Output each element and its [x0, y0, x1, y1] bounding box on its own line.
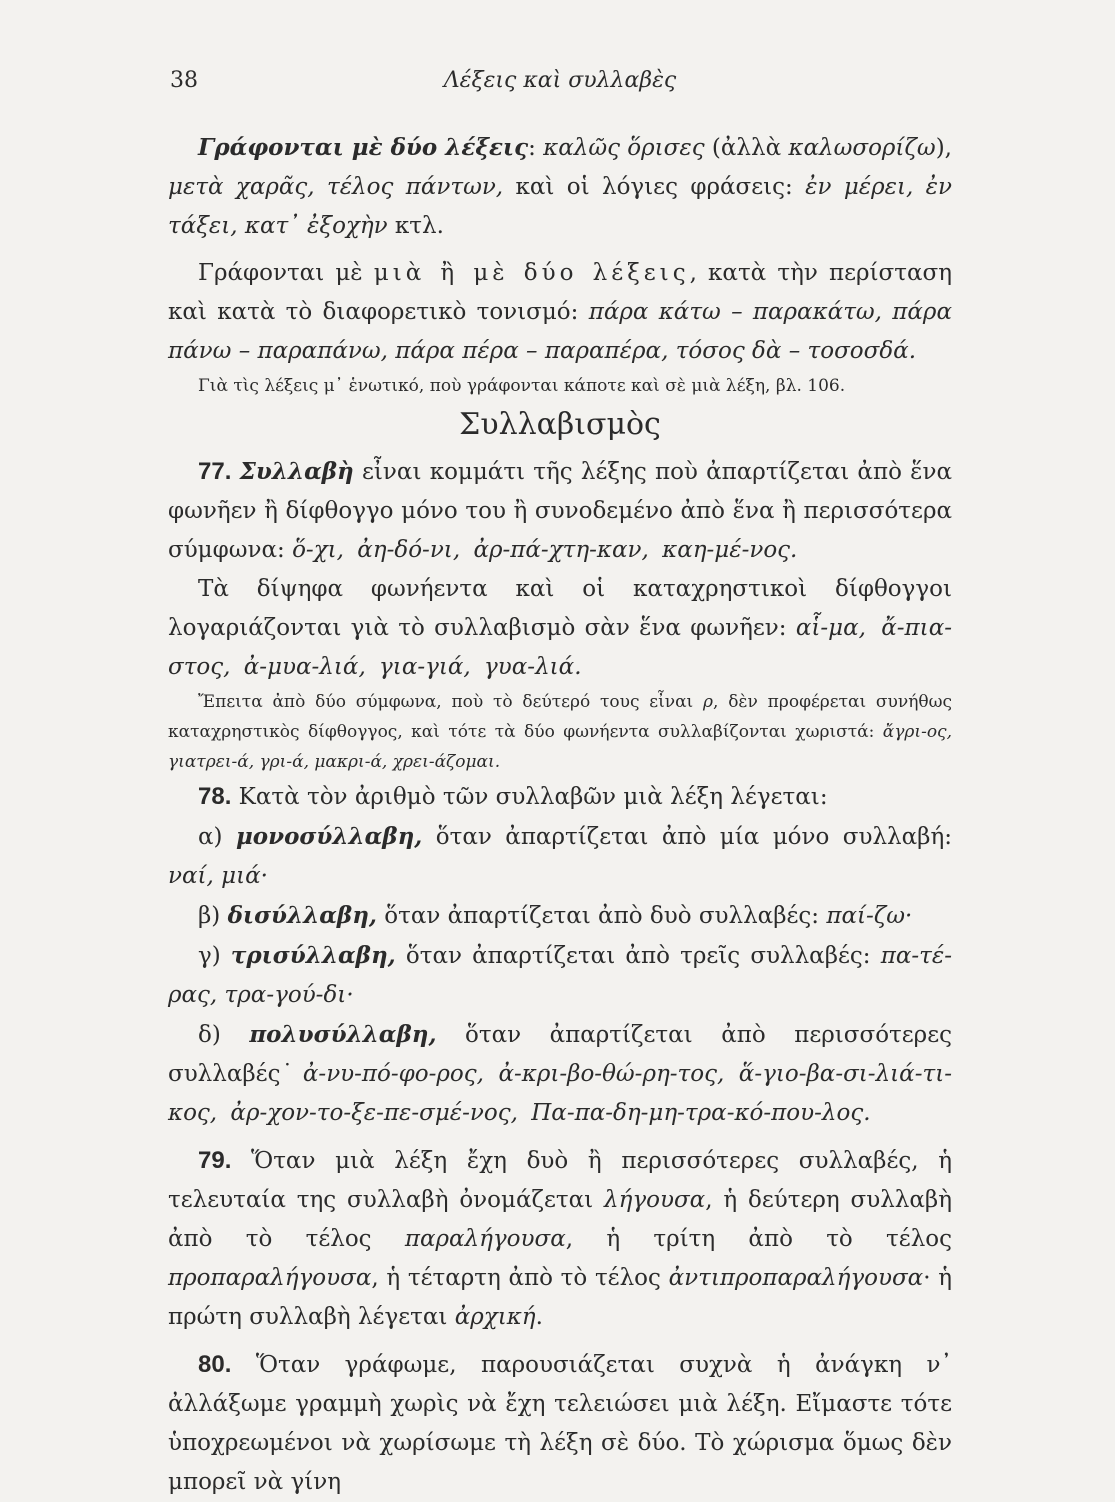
- defined-term: δισύλλαβη,: [227, 902, 377, 929]
- example-words: πάρα κάτω – παρακάτω, πάρα πάνω – παραπάνω, πάρα πέρα – παραπέρα, τόσος δὰ – τοσοσδά.: [168, 299, 952, 364]
- section-80: 80. Ὅταν γράφωμε, παρουσιάζεται συχνὰ ἡ ἀνάγκη ν᾽ ἀλλάξωμε γραμμὴ χωρὶς νὰ ἔχη τελειώσει μιὰ λέξη. Εἴμαστε τότε ὑποχρεωμένοι νὰ χωρίσωμε τὴ λέξη σὲ δύο. Τὸ χώρισμα ὅμως δὲν μπορεῖ νὰ γίνη: [168, 1351, 952, 1495]
- defined-term: τρισύλλαβη,: [230, 942, 396, 969]
- list-item-disyllable: β) δισύλλαβη, ὅταν ἀπαρτίζεται ἀπὸ δυὸ συλλαβές: παί-ζω·: [198, 902, 913, 929]
- note-consonants: Ἔπειτα ἀπὸ δύο σύμφωνα, ποὺ τὸ δεύτερό τους εἶναι ρ, δὲν προφέρεται συνήθως καταχρηστικὸς δίφθογγος, καὶ τότε τὰ δύο φωνήεντα συλλαβίζονται χωριστά: ἄγρι-ος, γιατρει-ά, γρι-ά, μακρι-ά, χρει-άζομαι.: [168, 692, 952, 772]
- section-number: 80.: [198, 1351, 232, 1378]
- list-item-monosyllable: α) μονοσύλλαβη, ὅταν ἀπαρτίζεται ἀπὸ μία μόνο συλλαβή: ναί, μιά·: [168, 823, 952, 889]
- page-header: [170, 68, 950, 98]
- body-text: [168, 128, 952, 1502]
- spaced-term: μιὰ ἢ μὲ δύο λέξεις: [373, 260, 690, 286]
- section-number: 79.: [198, 1147, 232, 1174]
- defined-term: πολυσύλλαβη,: [249, 1021, 437, 1048]
- example-words: αἷ-μα, ἄ-πια-στος, ἀ-μυα-λιά, για-γιά, γυα-λιά.: [168, 615, 952, 680]
- section-79: 79. Ὅταν μιὰ λέξη ἔχη δυὸ ἢ περισσότερες συλλαβές, ἡ τελευταία της συλλαβὴ ὀνομάζεται λήγουσα, ἡ δεύτερη συλλαβὴ ἀπὸ τὸ τέλος παραλήγουσα, ἡ τρίτη ἀπὸ τὸ τέλος προπαραλήγουσα, ἡ τέταρτη ἀπὸ τὸ τέλος ἀντιπροπαραλήγουσα· ἡ πρώτη συλλαβὴ λέγεται ἀρχική.: [168, 1147, 952, 1330]
- defined-term: Συλλαβὴ: [239, 458, 354, 485]
- lead-term: Γράφονται μὲ δύο λέξεις: [198, 134, 529, 161]
- note-hyphen-words: Γιὰ τὶς λέξεις μ᾽ ἑνωτικό, ποὺ γράφονται κάποτε καὶ σὲ μιὰ λέξη, βλ. 106.: [198, 376, 846, 396]
- list-item-trisyllable: γ) τρισύλλαβη, ὅταν ἀπαρτίζεται ἀπὸ τρεῖς συλλαβές: πα-τέ-ρας, τρα-γού-δι·: [168, 942, 952, 1008]
- defined-term: μονοσύλλαβη,: [235, 823, 423, 850]
- section-number: 78.: [198, 783, 232, 810]
- section-heading: Συλλαβισμὸς: [459, 407, 661, 442]
- section-number: 77.: [198, 458, 232, 485]
- page-number: 38: [170, 68, 198, 93]
- paragraph-digraphs: Τὰ δίψηφα φωνήεντα καὶ οἱ καταχρηστικοὶ δίφθογγοι λογαριάζονται γιὰ τὸ συλλαβισμὸ σὰν ἕνα φωνῆεν: αἷ-μα, ἄ-πια-στος, ἀ-μυα-λιά, για-γιά, γυα-λιά.: [168, 576, 952, 680]
- example-words: ἄγρι-ος, γιατρει-ά, γρι-ά, μακρι-ά, χρει-άζομαι.: [168, 722, 952, 772]
- paragraph-one-or-two-words: Γράφονται μὲ μιὰ ἢ μὲ δύο λέξεις, κατὰ τὴν περίσταση καὶ κατὰ τὸ διαφορετικὸ τονισμό: πάρα κάτω – παρακάτω, πάρα πάνω – παραπάνω, πάρα πέρα – παραπέρα, τόσος δὰ – τοσοσδά.: [168, 260, 952, 364]
- example-words: ὅ-χι, ἀη-δό-νι, ἀρ-πά-χτη-καν, καη-μέ-νος.: [292, 537, 798, 563]
- section-78: 78. Κατὰ τὸν ἀριθμὸ τῶν συλλαβῶν μιὰ λέξη λέγεται:: [198, 783, 828, 810]
- list-item-polysyllable: δ) πολυσύλλαβη, ὅταν ἀπαρτίζεται ἀπὸ περισσότερες συλλαβές˙ ἀ-νυ-πό-φο-ρος, ἀ-κρι-βο-θώ-ρη-τος, ἅ-γιο-βα-σι-λιά-τι-κος, ἀρ-χον-το-ξε-πε-σμέ-νος, Πα-πα-δη-μη-τρα-κό-που-λος.: [168, 1021, 952, 1126]
- paragraph-two-words: Γράφονται μὲ δύο λέξεις: καλῶς ὅρισες (ἀλλὰ καλωσορίζω), μετὰ χαρᾶς, τέλος πάντων, καὶ οἱ λόγιες φράσεις: ἐν μέρει, ἐν τάξει, κατ᾽ ἐξοχὴν κτλ.: [168, 134, 952, 239]
- section-77: 77. Συλλαβὴ εἶναι κομμάτι τῆς λέξης ποὺ ἀπαρτίζεται ἀπὸ ἕνα φωνῆεν ἢ δίφθογγο μόνο του ἢ συνοδεμένο ἀπὸ ἕνα ἢ περισσότερα σύμφωνα: ὅ-χι, ἀη-δό-νι, ἀρ-πά-χτη-καν, καη-μέ-νος.: [168, 458, 953, 563]
- running-title: Λέξεις καὶ συλλαβὲς: [443, 68, 677, 93]
